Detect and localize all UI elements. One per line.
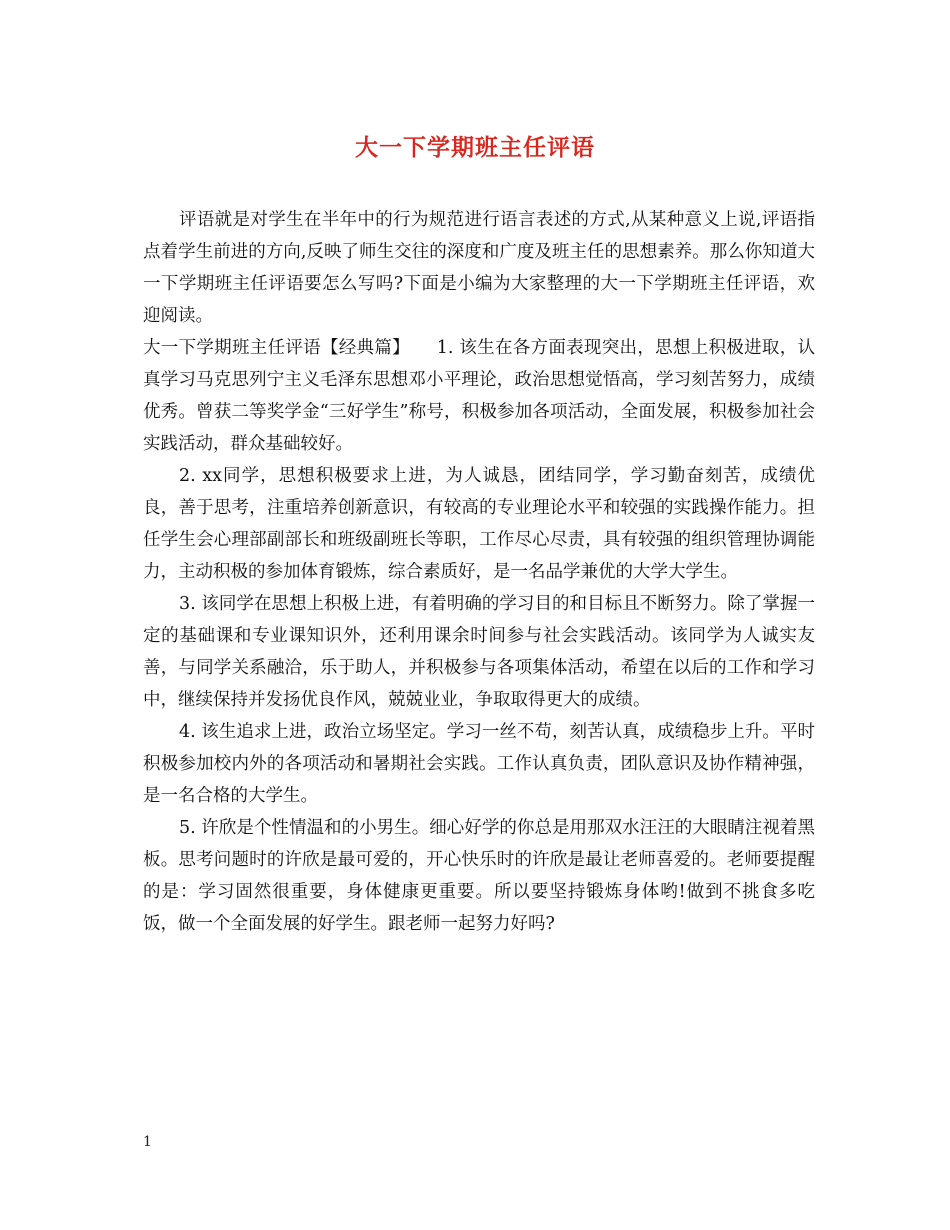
page-number: 1 bbox=[143, 1134, 152, 1150]
comment-paragraph-5: 5. 许欣是个性情温和的小男生。细心好学的你总是用那双水汪汪的大眼睛注视着黑板。思考问题时的许欣是最可爱的，开心快乐时的许欣是最让老师喜爱的。老师要提醒的是：学习固然很重要，身体健康更重要。所以要坚持锻炼身体哟!做到不挑食多吃饭，做一个全面发展的好学生。跟老师一起努力好吗? bbox=[143, 818, 815, 934]
comment-paragraph-1: 大一下学期班主任评语【经典篇】 1. 该生在各方面表现突出，思想上积极进取，认真学习马克思列宁主义毛泽东思想邓小平理论，政治思想觉悟高，学习刻苦努力，成绩优秀。曾获二等奖学金“三好学生”称号，积极参加各项活动，全面发展，积极参加社会实践活动，群众基础较好。 bbox=[143, 338, 815, 454]
document-body bbox=[143, 204, 815, 940]
comment-paragraph-4: 4. 该生追求上进，政治立场坚定。学习一丝不苟，刻苦认真，成绩稳步上升。平时积极参加校内外的各项活动和暑期社会实践。工作认真负责，团队意识及协作精神强，是一名合格的大学生。 bbox=[143, 722, 815, 806]
page-title: 大一下学期班主任评语 bbox=[355, 134, 595, 161]
comment-paragraph-2: 2. xx同学，思想积极要求上进，为人诚恳，团结同学，学习勤奋刻苦，成绩优良，善于思考，注重培养创新意识，有较高的专业理论水平和较强的实践操作能力。担任学生会心理部副部长和班级副班长等职，工作尽心尽责，具有较强的组织管理协调能力，主动积极的参加体育锻炼，综合素质好，是一名品学兼优的大学大学生。 bbox=[143, 466, 815, 582]
intro-paragraph: 评语就是对学生在半年中的行为规范进行语言表述的方式,从某种意义上说,评语指点着学生前进的方向,反映了师生交往的深度和广度及班主任的思想素养。那么你知道大一下学期班主任评语要怎么写吗?下面是小编为大家整理的大一下学期班主任评语，欢迎阅读。 bbox=[143, 210, 815, 326]
comment-paragraph-3: 3. 该同学在思想上积极上进，有着明确的学习目的和目标且不断努力。除了掌握一定的基础课和专业课知识外，还利用课余时间参与社会实践活动。该同学为人诚实友善，与同学关系融洽，乐于助人，并积极参与各项集体活动，希望在以后的工作和学习中，继续保持并发扬优良作风，兢兢业业，争取取得更大的成绩。 bbox=[143, 594, 815, 710]
